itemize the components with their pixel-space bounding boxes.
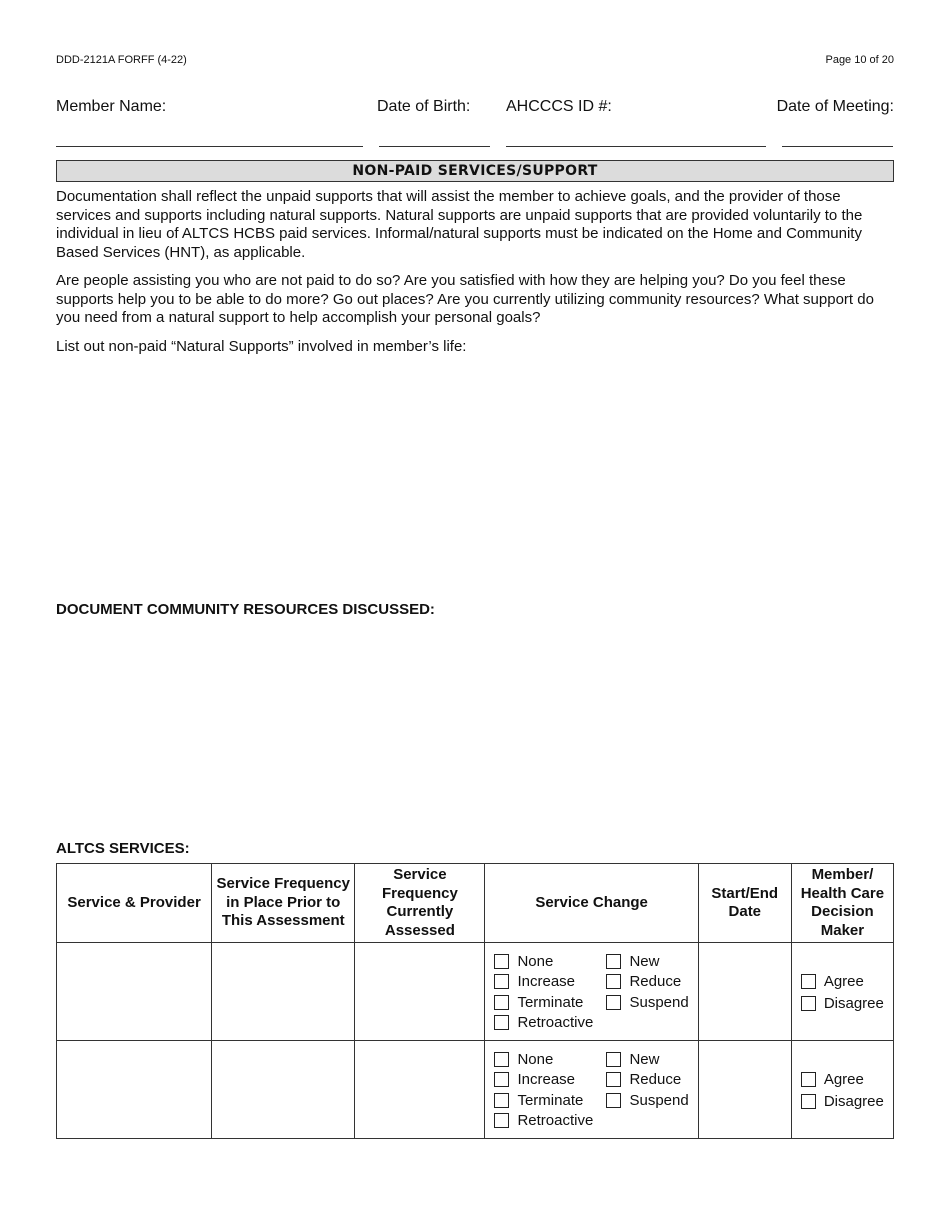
checkbox-square-icon: [606, 1072, 621, 1087]
service-provider-cell[interactable]: [57, 1041, 212, 1139]
questions-paragraph: Are people assisting you who are not paid to do so? Are you satisfied with how they are helping you? Do you feel these supports help you to be able to do more? Go out places? Are you currently utilizing community resources? What support do you need from a natural support to help accomplish your personal goals?: [56, 272, 874, 326]
natural-supports-prompt: List out non-paid “Natural Supports” involved in member’s life:: [56, 338, 467, 355]
frequency-prior-cell[interactable]: [212, 943, 355, 1041]
increase-checkbox[interactable]: Increase: [494, 1071, 606, 1090]
altcs-services-heading: ALTCS SERVICES:: [56, 840, 190, 857]
checkbox-square-icon: [494, 1015, 509, 1030]
meeting-date-label: Date of Meeting:: [776, 98, 894, 115]
checkbox-square-icon: [494, 974, 509, 989]
agree-checkbox[interactable]: Agree: [801, 1070, 892, 1089]
header-service-provider: Service & Provider: [57, 864, 212, 943]
page-number: Page 10 of 20: [825, 54, 894, 66]
altcs-services-table: [56, 863, 894, 1139]
table-header-row: [57, 864, 894, 943]
ahcccs-id-label: AHCCCS ID #:: [506, 98, 612, 115]
disagree-checkbox[interactable]: Disagree: [801, 995, 892, 1014]
checkbox-square-icon: [606, 1052, 621, 1067]
header-start-end-date: Start/End Date: [698, 864, 791, 943]
member-name-field[interactable]: [56, 146, 363, 147]
new-checkbox[interactable]: New: [606, 952, 696, 971]
terminate-checkbox[interactable]: Terminate: [494, 993, 606, 1012]
checkbox-square-icon: [801, 1072, 816, 1087]
ahcccs-id-field[interactable]: [506, 146, 766, 147]
header-decision-maker: Member/ Health Care Decision Maker: [791, 864, 893, 943]
reduce-checkbox[interactable]: Reduce: [606, 973, 696, 992]
agree-checkbox[interactable]: Agree: [801, 972, 892, 991]
service-change-cell: [485, 943, 698, 1041]
member-name-label: Member Name:: [56, 98, 167, 115]
natural-supports-area[interactable]: [56, 360, 892, 590]
table-row: [57, 1041, 894, 1139]
decision-maker-cell: [791, 943, 893, 1041]
start-end-date-cell[interactable]: [698, 1041, 791, 1139]
increase-checkbox[interactable]: Increase: [494, 973, 606, 992]
retroactive-checkbox[interactable]: Retroactive: [494, 1014, 606, 1033]
checkbox-square-icon: [801, 974, 816, 989]
table-row: [57, 943, 894, 1041]
checkbox-square-icon: [494, 995, 509, 1010]
start-end-date-cell[interactable]: [698, 943, 791, 1041]
header-frequency-current: Service Frequency Currently Assessed: [355, 864, 485, 943]
none-checkbox[interactable]: None: [494, 952, 606, 971]
decision-maker-cell: [791, 1041, 893, 1139]
community-resources-area[interactable]: [56, 622, 892, 832]
new-checkbox[interactable]: New: [606, 1050, 696, 1069]
reduce-checkbox[interactable]: Reduce: [606, 1071, 696, 1090]
checkbox-square-icon: [494, 954, 509, 969]
header-service-change: Service Change: [485, 864, 698, 943]
checkbox-square-icon: [801, 996, 816, 1011]
header-frequency-prior: Service Frequency in Place Prior to This Assessment: [212, 864, 355, 943]
form-id: DDD-2121A FORFF (4-22): [56, 54, 187, 66]
checkbox-square-icon: [494, 1052, 509, 1067]
checkbox-square-icon: [801, 1094, 816, 1109]
suspend-checkbox[interactable]: Suspend: [606, 1091, 696, 1110]
meeting-date-field[interactable]: [782, 146, 893, 147]
checkbox-square-icon: [494, 1072, 509, 1087]
dob-field[interactable]: [379, 146, 490, 147]
community-resources-heading: DOCUMENT COMMUNITY RESOURCES DISCUSSED:: [56, 601, 435, 618]
service-change-cell: [485, 1041, 698, 1139]
frequency-current-cell[interactable]: [355, 943, 485, 1041]
frequency-current-cell[interactable]: [355, 1041, 485, 1139]
frequency-prior-cell[interactable]: [212, 1041, 355, 1139]
none-checkbox[interactable]: None: [494, 1050, 606, 1069]
checkbox-square-icon: [606, 995, 621, 1010]
checkbox-square-icon: [606, 954, 621, 969]
intro-paragraph: Documentation shall reflect the unpaid supports that will assist the member to achieve goals, and the provider of those services and supports including natural supports. Natural supports are unpaid supports that are provided voluntarily to the individual in lieu of ALTCS HCBS paid services. Informal/natural supports must be indicated on the Home and Community Based Services (HNT), as applicable.: [56, 188, 863, 261]
suspend-checkbox[interactable]: Suspend: [606, 993, 696, 1012]
retroactive-checkbox[interactable]: Retroactive: [494, 1112, 606, 1131]
checkbox-square-icon: [494, 1093, 509, 1108]
checkbox-square-icon: [606, 1093, 621, 1108]
terminate-checkbox[interactable]: Terminate: [494, 1091, 606, 1110]
service-provider-cell[interactable]: [57, 943, 212, 1041]
disagree-checkbox[interactable]: Disagree: [801, 1093, 892, 1112]
dob-label: Date of Birth:: [377, 98, 471, 115]
section-title: NON-PAID SERVICES/SUPPORT: [56, 160, 894, 182]
checkbox-square-icon: [494, 1113, 509, 1128]
checkbox-square-icon: [606, 974, 621, 989]
